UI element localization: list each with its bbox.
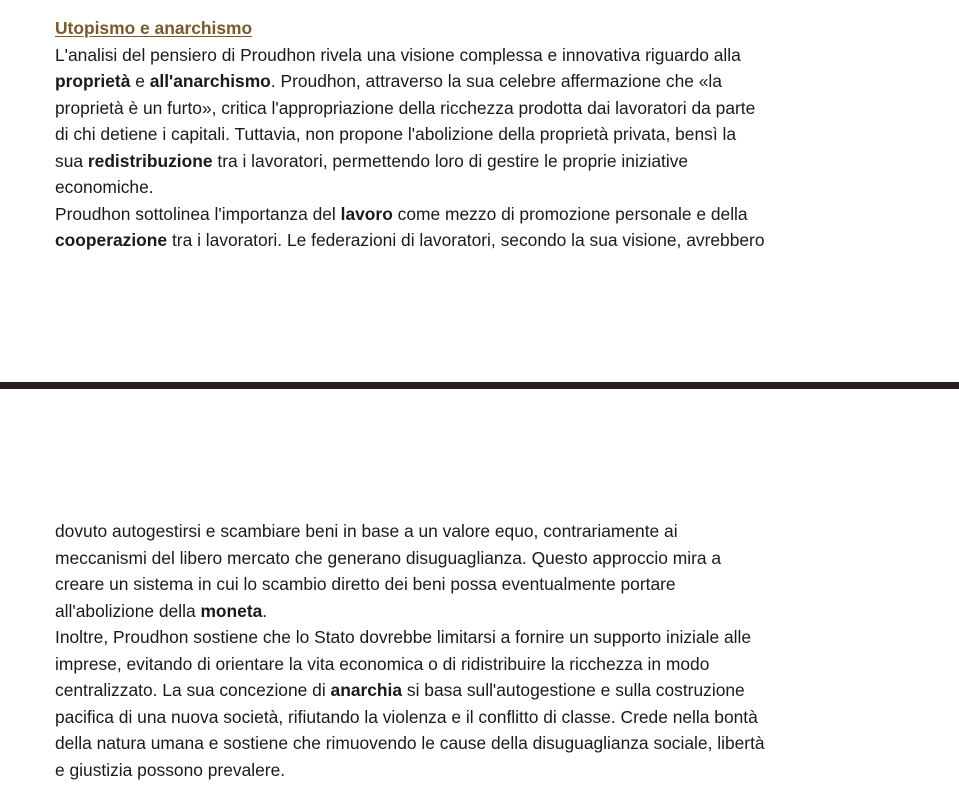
text-segment: imprese, evitando di orientare la vita economica o di ridistribuire la ricchezza in modo bbox=[55, 653, 710, 674]
text-segment: e giustizia possono prevalere. bbox=[55, 759, 286, 780]
text-line bbox=[55, 651, 885, 678]
text-segment: si basa sull'autogestione e sulla costruzione bbox=[402, 680, 745, 700]
text-segment: centralizzato. La sua concezione di bbox=[55, 680, 331, 700]
text-segment: . bbox=[262, 600, 268, 621]
text-line bbox=[55, 42, 885, 69]
text-line bbox=[55, 95, 885, 122]
text-line bbox=[55, 598, 885, 625]
section-heading-link[interactable]: Utopismo e anarchismo bbox=[55, 18, 253, 38]
text-line bbox=[55, 68, 885, 95]
text-segment: come mezzo di promozione personale e della bbox=[392, 203, 748, 224]
text-segment: tra i lavoratori, permettendo loro di gestire le proprie iniziative bbox=[212, 150, 689, 171]
text-segment: proprietà è un furto», critica l'appropriazione della ricchezza prodotta dai lavoratori da parte bbox=[55, 97, 756, 118]
bold-keyword: proprietà bbox=[55, 71, 131, 91]
text-segment: Proudhon sottolinea l'importanza del bbox=[55, 203, 341, 224]
text-segment: sua bbox=[55, 150, 88, 171]
text-line bbox=[55, 730, 885, 757]
text-segment: tra i lavoratori. Le federazioni di lavoratori, secondo la sua visione, avrebbero bbox=[167, 230, 765, 250]
text-line bbox=[55, 201, 885, 228]
text-segment: meccanismi del libero mercato che generano disuguaglianza. Questo approccio mira a bbox=[55, 547, 722, 568]
text-line bbox=[55, 121, 885, 148]
text-line bbox=[55, 518, 885, 545]
text-line bbox=[55, 757, 885, 784]
page-break-divider bbox=[0, 382, 959, 389]
text-line bbox=[55, 148, 885, 175]
text-line bbox=[55, 677, 885, 704]
text-segment: economiche. bbox=[55, 177, 154, 197]
paragraph-body-bottom bbox=[55, 518, 885, 783]
text-segment: della natura umana e sostiene che rimuovendo le cause della disuguaglianza sociale, libertà bbox=[55, 733, 765, 753]
text-line bbox=[55, 704, 885, 731]
bold-keyword: redistribuzione bbox=[87, 150, 213, 171]
text-segment: L'analisi del pensiero di Proudhon rivela una visione complessa e innovativa riguardo alla bbox=[55, 44, 741, 65]
bold-keyword: anarchia bbox=[330, 680, 403, 700]
text-segment: di chi detiene i capitali. Tuttavia, non propone l'abolizione della proprietà privata, bensì la bbox=[55, 124, 737, 144]
text-segment: all'abolizione della bbox=[55, 600, 201, 621]
text-line bbox=[55, 624, 885, 651]
text-segment: . Proudhon, attraverso la sua celebre affermazione che «la bbox=[270, 71, 722, 91]
bold-keyword: lavoro bbox=[340, 203, 393, 224]
bold-keyword: all'anarchismo bbox=[149, 71, 271, 91]
text-segment: Inoltre, Proudhon sostiene che lo Stato dovrebbe limitarsi a fornire un supporto iniziale alle bbox=[55, 627, 752, 647]
paragraph-body-top bbox=[55, 42, 885, 254]
text-line bbox=[55, 571, 885, 598]
text-segment: e bbox=[130, 71, 150, 91]
text-segment: dovuto autogestirsi e scambiare beni in base a un valore equo, contrariamente ai bbox=[55, 521, 678, 541]
page-bottom-section bbox=[55, 518, 885, 783]
text-line bbox=[55, 545, 885, 572]
bold-keyword: cooperazione bbox=[55, 230, 168, 250]
bold-keyword: moneta bbox=[200, 600, 263, 621]
text-line bbox=[55, 174, 885, 201]
text-line bbox=[55, 227, 885, 254]
text-segment: creare un sistema in cui lo scambio diretto dei beni possa eventualmente portare bbox=[55, 574, 676, 594]
text-segment: pacifica di una nuova società, rifiutando la violenza e il conflitto di classe. Crede nella bontà bbox=[55, 706, 758, 727]
page-top-section bbox=[55, 15, 885, 254]
